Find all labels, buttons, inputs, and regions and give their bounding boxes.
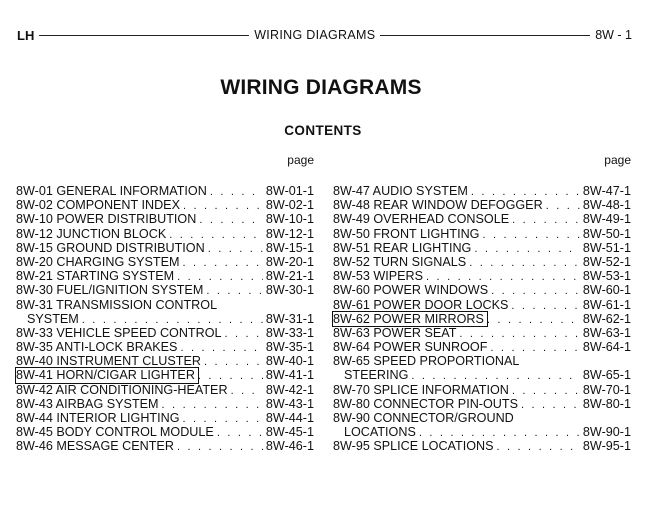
toc-entry[interactable] [333,383,631,397]
dot-leader [231,384,263,398]
toc-entry[interactable] [16,354,314,368]
toc-entry-title: STEERING [344,368,409,383]
toc-entry-page: 8W-12-1 [265,226,314,241]
toc-entry-title: 8W-63 POWER SEAT [333,325,457,340]
page-header [17,27,632,43]
toc-entry[interactable] [16,368,314,382]
dot-leader [177,270,263,284]
dot-leader [82,313,263,327]
toc-entry-title: 8W-64 POWER SUNROOF [333,340,488,355]
toc-entry[interactable] [333,439,631,453]
toc-entry-title: 8W-41 HORN/CIGAR LIGHTER [16,368,198,382]
toc-entry[interactable] [16,298,314,312]
toc-entry-page: 8W-44-1 [265,411,314,425]
toc-entry-page: 8W-15-1 [265,240,314,255]
dot-leader [210,185,263,199]
dot-leader [183,256,263,270]
toc-entry-title: 8W-30 FUEL/IGNITION SYSTEM [16,283,204,298]
toc-entry-page: 8W-48-1 [582,198,631,213]
page-column-label: page [287,153,314,167]
dot-leader [511,299,580,313]
toc-entry-page: 8W-35-1 [265,340,314,355]
toc-entry-title: 8W-61 POWER DOOR LOCKS [333,297,509,312]
dot-leader [180,341,262,355]
toc-entry-title: 8W-31 TRANSMISSION CONTROL [16,297,218,312]
toc-entry-title: 8W-46 MESSAGE CENTER [16,439,174,454]
toc-entry-page: 8W-43-1 [265,396,314,411]
dot-leader [482,228,579,242]
dot-leader [426,270,580,284]
toc-entry[interactable] [333,298,631,312]
toc-entry[interactable] [333,397,631,411]
toc-entry[interactable] [16,439,314,453]
toc-entry-title: LOCATIONS [344,425,416,440]
toc-entry-page: 8W-51-1 [582,240,631,255]
toc-entry-title: 8W-45 BODY CONTROL MODULE [16,425,214,440]
toc-entry-title: 8W-12 JUNCTION BLOCK [16,226,167,241]
dot-leader [204,355,263,369]
toc-entry-title: 8W-20 CHARGING SYSTEM [16,254,180,269]
toc-entry-title: 8W-80 CONNECTOR PIN-OUTS [333,396,518,411]
toc-entry[interactable] [16,198,314,212]
dot-leader [217,426,263,440]
toc-entry-title: 8W-49 OVERHEAD CONSOLE [333,212,510,227]
toc-entry-title: 8W-51 REAR LIGHTING [333,240,472,255]
toc-entry-page: 8W-52-1 [582,254,631,269]
toc-entry-page: 8W-42-1 [265,382,314,397]
dot-leader [198,369,263,383]
header-center: WIRING DIAGRAMS [254,28,376,42]
toc-entry-title: 8W-33 VEHICLE SPEED CONTROL [16,325,222,340]
header-rule-right [380,35,590,36]
header-rule-left [39,35,249,36]
toc-entry-page: 8W-46-1 [265,439,314,454]
toc-entry-title: 8W-52 TURN SIGNALS [333,254,467,269]
toc-entry-title: 8W-10 POWER DISTRIBUTION [16,212,197,227]
dot-leader [177,440,263,454]
toc-entry-title: SYSTEM [27,311,79,326]
toc-entry[interactable] [16,340,314,354]
toc-entry-page: 8W-80-1 [582,396,631,411]
dot-leader [487,313,580,327]
toc-entry-page: 8W-31-1 [265,311,314,326]
toc-entry-page: 8W-21-1 [265,269,314,284]
toc-entry-page: 8W-41-1 [265,368,314,383]
dot-leader [512,213,580,227]
toc-entry[interactable] [333,283,631,297]
dot-leader [469,256,580,270]
dot-leader [497,440,580,454]
toc-entry-title: 8W-01 GENERAL INFORMATION [16,184,207,198]
toc-entry-title: 8W-50 FRONT LIGHTING [333,226,480,241]
toc-entry-title: 8W-62 POWER MIRRORS [333,312,487,326]
dot-leader [162,398,263,412]
toc-entry-page: 8W-47-1 [582,184,631,198]
toc-entry-page: 8W-01-1 [265,184,314,198]
toc-entry-page: 8W-64-1 [582,340,631,355]
dot-leader [199,213,263,227]
toc-entry[interactable] [16,241,314,255]
toc-entry-page: 8W-65-1 [582,368,631,383]
dot-leader [225,327,263,341]
toc-entry-title: 8W-95 SPLICE LOCATIONS [333,439,494,454]
toc-entry-title: 8W-53 WIPERS [333,269,424,284]
toc-entry-page: 8W-33-1 [265,325,314,340]
toc-entry-title: 8W-21 STARTING SYSTEM [16,269,175,284]
dot-leader [474,242,580,256]
toc-entry-page: 8W-49-1 [582,212,631,227]
toc-entry-title: 8W-15 GROUND DISTRIBUTION [16,240,205,255]
toc-entry[interactable] [16,227,314,241]
toc-right-column [333,152,631,454]
toc-entry-page: 8W-63-1 [582,325,631,340]
dot-leader [411,369,580,383]
toc-entry[interactable] [333,198,631,212]
toc-entry[interactable] [16,212,314,226]
page-title: WIRING DIAGRAMS [220,76,422,99]
dot-leader [419,426,580,440]
toc-entry[interactable] [333,425,631,439]
toc-entry[interactable] [333,312,631,326]
toc-entry-title: 8W-48 REAR WINDOW DEFOGGER [333,198,543,213]
toc-entry[interactable] [16,184,314,198]
header-left: LH [17,27,35,43]
toc-entry[interactable] [16,312,314,326]
toc-entry[interactable] [333,411,631,425]
toc-entry-title: 8W-40 INSTRUMENT CLUSTER [16,354,201,369]
toc-entry-page: 8W-10-1 [265,212,314,227]
toc-entry-page: 8W-02-1 [265,198,314,213]
toc-entry-page: 8W-70-1 [582,382,631,397]
toc-entry[interactable] [16,411,314,425]
header-page-number: 8W - 1 [595,28,633,42]
toc-entry-title: 8W-02 COMPONENT INDEX [16,198,180,213]
toc-entry[interactable] [333,269,631,283]
toc-entry-page: 8W-20-1 [265,254,314,269]
dot-leader [521,398,580,412]
dot-leader [546,199,580,213]
toc-entry[interactable] [16,425,314,439]
toc-right-list [333,184,631,454]
toc-entry[interactable] [333,255,631,269]
toc-entry[interactable] [16,283,314,297]
toc-entry-page: 8W-95-1 [582,439,631,454]
toc-entry-title: 8W-42 AIR CONDITIONING-HEATER [16,382,228,397]
dot-leader [471,185,580,199]
toc-entry-page: 8W-62-1 [582,311,631,326]
dot-leader [490,341,580,355]
toc-entry[interactable] [333,184,631,198]
toc-entry-page: 8W-30-1 [265,283,314,298]
toc-entry[interactable] [333,326,631,340]
toc-entry-title: 8W-70 SPLICE INFORMATION [333,382,509,397]
toc-entry[interactable] [333,212,631,226]
toc-entry-title: 8W-35 ANTI-LOCK BRAKES [16,340,178,355]
toc-entry[interactable] [16,383,314,397]
toc-entry[interactable] [16,326,314,340]
toc-entry[interactable] [333,227,631,241]
toc-entry-page: 8W-40-1 [265,354,314,369]
dot-leader [183,199,263,213]
toc-entry-page: 8W-53-1 [582,269,631,284]
toc-left-column [16,152,314,454]
dot-leader [206,284,263,298]
toc-entry-title: 8W-44 INTERIOR LIGHTING [16,411,180,425]
dot-leader [208,242,263,256]
toc-entry-title: 8W-60 POWER WINDOWS [333,283,489,298]
dot-leader [512,384,580,398]
toc-entry[interactable] [16,269,314,283]
page-column-label: page [604,153,631,167]
toc-entry-page: 8W-50-1 [582,226,631,241]
toc-entry-page: 8W-45-1 [265,425,314,440]
toc-entry-title: 8W-47 AUDIO SYSTEM [333,184,468,198]
toc-entry[interactable] [16,397,314,411]
toc-entry-page: 8W-61-1 [582,297,631,312]
dot-leader [459,327,580,341]
toc-entry-title: 8W-43 AIRBAG SYSTEM [16,396,159,411]
toc-entry[interactable] [333,354,631,368]
toc-entry[interactable] [16,255,314,269]
toc-entry-page: 8W-90-1 [582,425,631,440]
toc-entry[interactable] [333,368,631,382]
toc-left-list [16,184,314,454]
dot-leader [183,412,263,426]
toc-entry-title: 8W-90 CONNECTOR/GROUND [333,411,514,425]
toc-entry-page: 8W-60-1 [582,283,631,298]
toc-entry[interactable] [333,340,631,354]
dot-leader [169,228,263,242]
contents-heading: CONTENTS [284,123,362,138]
toc-entry-title: 8W-65 SPEED PROPORTIONAL [333,354,520,369]
toc-entry[interactable] [333,241,631,255]
dot-leader [491,284,580,298]
